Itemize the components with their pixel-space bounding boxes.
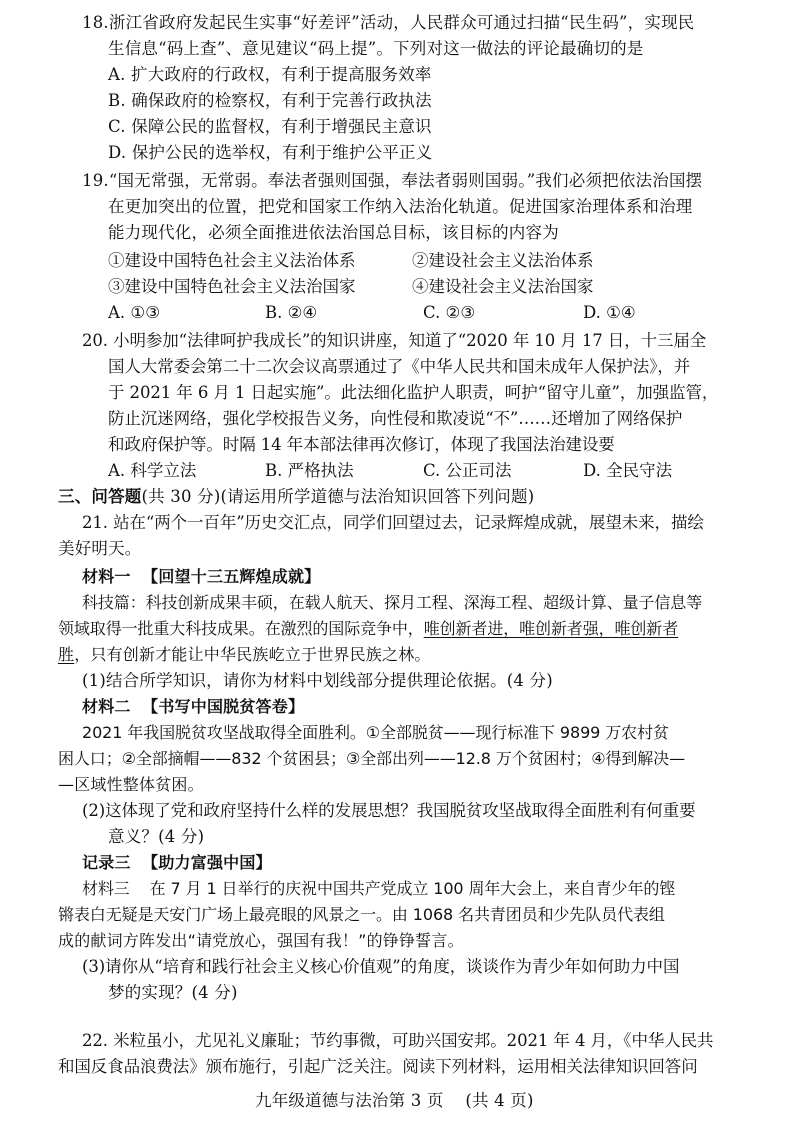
q19-option-a: A. ①③ [108, 303, 160, 322]
q18-option-a: A. 扩大政府的行政权，有利于提高服务效率 [108, 65, 432, 84]
q21-material1-title: 材料一 【回望十三五辉煌成就】 [82, 567, 321, 586]
q20-stem-line-2: 国人大常委会第二十二次会议高票通过了《中华人民共和国未成年人保护法》，并 [108, 357, 691, 376]
q20-option-a: A. 科学立法 [108, 461, 197, 480]
q19-stem-line-1: 19.“国无常强，无常弱。奉法者强则国强，奉法者弱则国弱。”我们必须把依法治国摆 [82, 171, 703, 190]
q19-item-1: ①建设中国特色社会主义法治体系 [108, 251, 356, 270]
q21-sub-question-2-line-1: (2)这体现了党和政府坚持什么样的发展思想？我国脱贫攻坚战取得全面胜利有何重要 [82, 801, 696, 820]
q19-item-3: ③建设中国特色社会主义法治国家 [108, 277, 356, 296]
q21-sub-question-3-line-2: 梦的实现？(4 分) [108, 983, 238, 1002]
page-footer: 九年级道德与法治第 3 页 (共 4 页) [255, 1091, 534, 1110]
q22-stem-line-1: 22. 米粒虽小，尤见礼义廉耻；节约事微，可助兴国安邦。2021 年 4 月，《中华人民共 [82, 1031, 714, 1050]
q19-stem-line-2: 在更加突出的位置，把党和国家工作纳入法治化轨道。促进国家治理体系和治理 [108, 197, 693, 216]
q21-stem-line-2: 美好明天。 [58, 539, 142, 558]
q21-record3-title: 记录三 【助力富强中国】 [82, 853, 272, 872]
q20-stem-line-3: 于 2021 年 6 月 1 日起实施”。此法细化监护人职责，呵护“留守儿童”，加强监管， [108, 383, 719, 402]
q21-sub-question-1: (1)结合所学知识，请你为材料中划线部分提供理论依据。(4 分) [82, 671, 553, 690]
q19-item-4: ④建设社会主义法治国家 [412, 277, 594, 296]
section3-note: (共 30 分)(请运用所学道德与法治知识回答下列问题) [141, 487, 535, 506]
q18-option-d: D. 保护公民的选举权，有利于维护公平正义 [108, 143, 433, 162]
q19-item-2: ②建设社会主义法治体系 [412, 251, 594, 270]
q18-option-c: C. 保障公民的监督权，有利于增强民主意识 [108, 117, 432, 136]
q22-stem-line-2: 和国反食品浪费法》颁布施行，引起广泛关注。阅读下列材料，运用相关法律知识回答问 [58, 1057, 698, 1076]
q21-sub-question-2-line-2: 意义？(4 分) [108, 827, 205, 846]
q19-option-c: C. ②③ [423, 303, 476, 322]
q21-sub-question-3-line-1: (3)请你从“培育和践行社会主义核心价值观”的角度，谈谈作为青少年如何助力中国 [82, 957, 680, 976]
q21-material2-line-3: —区域性整体贫困。 [58, 775, 204, 794]
q18-option-b: B. 确保政府的检察权，有利于完善行政执法 [108, 91, 432, 110]
q21-material1-underlined-2: 胜 [58, 645, 75, 664]
q21-material1-line-2 [58, 617, 678, 641]
q21-material1-line-2-text: 领域取得一批重大科技成果。在激烈的国际竞争中， [58, 619, 424, 638]
q21-material3-line-1: 材料三 在 7 月 1 日举行的庆祝中国共产党成立 100 周年大会上，来自青少年的铿 [82, 879, 676, 898]
q21-material2-line-2: 困人口；②全部摘帽——832 个贫困县；③全部出列——12.8 万个贫困村；④得到解决— [58, 749, 685, 768]
q18-stem-line-1: 18.浙江省政府发起民生实事“好差评”活动，人民群众可通过扫描“民生码”，实现民 [82, 13, 695, 32]
q19-option-d: D. ①④ [583, 303, 636, 322]
q21-stem-line-1: 21. 站在“两个一百年”历史交汇点，同学们回望过去，记录辉煌成就，展望未来，描绘 [82, 513, 704, 532]
q20-option-b: B. 严格执法 [265, 461, 354, 480]
section3-heading [58, 485, 534, 509]
q20-option-c: C. 公正司法 [423, 461, 512, 480]
q19-option-b: B. ②④ [265, 303, 318, 322]
q21-material2-title: 材料二 【书写中国脱贫答卷】 [82, 697, 305, 716]
q21-material1-line-3-text: ，只有创新才能让中华民族屹立于世界民族之林。 [74, 645, 431, 664]
q21-material3-line-2: 锵表白无疑是天安门广场上最亮眼的风景之一。由 1068 名共青团员和少先队员代表组 [58, 905, 665, 924]
q20-option-d: D. 全民守法 [583, 461, 673, 480]
q21-material2-line-1: 2021 年我国脱贫攻坚战取得全面胜利。①全部脱贫——现行标准下 9899 万农村贫 [82, 723, 669, 742]
section3-title: 三、问答题 [58, 487, 142, 506]
q18-stem-line-2: 生信息“码上查”、意见建议“码上提”。下列对这一做法的评论最确切的是 [108, 39, 644, 58]
q19-stem-line-3: 能力现代化，必须全面推进依法治国总目标，该目标的内容为 [108, 223, 559, 242]
q21-material1-line-1: 科技篇：科技创新成果丰硕，在载人航天、探月工程、深海工程、超级计算、量子信息等 [82, 593, 703, 612]
q21-material1-line-3 [58, 643, 431, 667]
q20-stem-line-1: 20. 小明参加“法律呵护我成长”的知识讲座，知道了“2020 年 10 月 17 日，十三届全 [82, 331, 707, 350]
q21-material3-line-3: 成的献词方阵发出“请党放心，强国有我！”的铮铮誓言。 [58, 931, 464, 950]
q21-material1-underlined-1: 唯创新者进，唯创新者强，唯创新者 [423, 619, 679, 638]
q20-stem-line-5: 和政府保护等。时隔 14 年本部法律再次修订，体现了我国法治建设要 [108, 435, 615, 454]
q20-stem-line-4: 防止沉迷网络，强化学校报告义务，向性侵和欺凌说“不”……还增加了网络保护 [108, 409, 683, 428]
